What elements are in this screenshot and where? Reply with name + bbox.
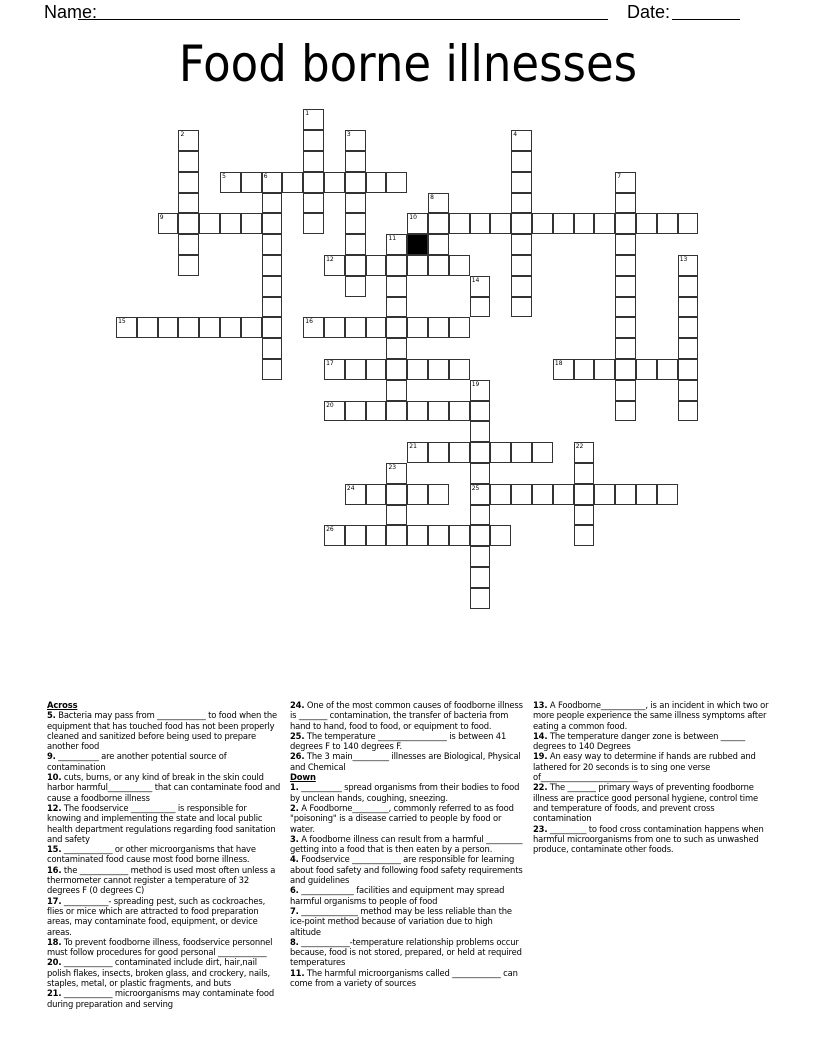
grid-cell[interactable] bbox=[532, 484, 553, 505]
grid-cell[interactable] bbox=[470, 588, 491, 609]
grid-cell[interactable] bbox=[241, 317, 262, 338]
grid-cell[interactable] bbox=[511, 484, 532, 505]
clue-number-label: 6 bbox=[263, 172, 268, 180]
grid-cell[interactable] bbox=[428, 442, 449, 463]
clue-number: 15. bbox=[47, 844, 62, 855]
across-clue bbox=[47, 988, 283, 1009]
clue-number: 20. bbox=[47, 957, 62, 968]
grid-cell[interactable] bbox=[594, 359, 615, 380]
grid-cell[interactable] bbox=[449, 401, 470, 422]
grid-cell[interactable] bbox=[366, 359, 387, 380]
grid-cell[interactable] bbox=[511, 213, 532, 234]
across-clue bbox=[47, 751, 283, 772]
clue-number: 5. bbox=[47, 710, 56, 721]
grid-cell[interactable] bbox=[241, 213, 262, 234]
grid-cell[interactable] bbox=[511, 442, 532, 463]
grid-cell[interactable] bbox=[303, 151, 324, 172]
clue-number-label: 7 bbox=[617, 172, 622, 180]
grid-cell[interactable] bbox=[470, 546, 491, 567]
clue-number-label: 11 bbox=[388, 235, 397, 243]
grid-cell[interactable] bbox=[366, 317, 387, 338]
clue-number-label: 5 bbox=[222, 172, 226, 180]
grid-cell[interactable] bbox=[470, 442, 491, 463]
grid-cell[interactable] bbox=[615, 172, 636, 193]
grid-cell[interactable] bbox=[428, 213, 449, 234]
grid-cell[interactable] bbox=[324, 172, 345, 193]
clue-number-label: 23 bbox=[388, 464, 397, 471]
grid-cell[interactable] bbox=[428, 484, 449, 505]
grid-cell[interactable] bbox=[574, 213, 595, 234]
grid-cell[interactable] bbox=[574, 359, 595, 380]
grid-cell[interactable] bbox=[511, 255, 532, 276]
grid-cell[interactable] bbox=[470, 484, 491, 505]
grid-cell[interactable] bbox=[158, 317, 179, 338]
grid-cell[interactable] bbox=[345, 151, 366, 172]
grid-cell[interactable] bbox=[345, 172, 366, 193]
clue-number: 17. bbox=[47, 895, 62, 906]
clue-number: 13. bbox=[533, 700, 548, 710]
grid-cell[interactable] bbox=[470, 525, 491, 546]
grid-cell[interactable] bbox=[366, 484, 387, 505]
clue-number: 26. bbox=[290, 751, 305, 762]
clue-number-label: 4 bbox=[513, 131, 518, 139]
grid-cell[interactable] bbox=[449, 255, 470, 276]
grid-cell[interactable] bbox=[220, 172, 241, 193]
down-clue bbox=[290, 906, 526, 937]
grid-cell[interactable] bbox=[449, 525, 470, 546]
clue-number-label: 2 bbox=[180, 131, 185, 139]
clue-number-label: 26 bbox=[326, 526, 334, 534]
grid-cell[interactable] bbox=[303, 317, 324, 338]
grid-cell[interactable] bbox=[137, 317, 158, 338]
grid-cell[interactable] bbox=[636, 359, 657, 380]
clue-text: ____________-temperature relationship problems occur because, food is not stored, prepared, or held at required temperatures bbox=[290, 936, 522, 968]
grid-cell[interactable] bbox=[678, 276, 699, 297]
grid-cell[interactable] bbox=[470, 297, 491, 318]
clue-text: __________ are another potential source of contamination bbox=[47, 751, 227, 772]
grid-cell[interactable] bbox=[594, 213, 615, 234]
clue-text: ___________- spreading pest, such as cockroaches, flies or mice which are attracted to food preparation areas, may contaminate food, equipment, or device areas. bbox=[47, 895, 266, 937]
clue-number: 4. bbox=[290, 854, 299, 865]
grid-cell[interactable] bbox=[678, 359, 699, 380]
clue-text: The foodservice ___________ is responsible for knowing and implementing the state and local public health department regulations regarding food sanitation and safety bbox=[47, 802, 276, 844]
grid-cell[interactable] bbox=[220, 213, 241, 234]
grid-cell[interactable] bbox=[324, 317, 345, 338]
clue-number: 16. bbox=[47, 864, 62, 875]
clue-text: cuts, burns, or any kind of break in the skin could harbor harmful___________ that can contaminate food and cause a foodborne illness bbox=[47, 772, 281, 803]
clue-text: A foodborne illness can result from a harmful _________ getting into a food that is then eaten by a person. bbox=[290, 833, 523, 855]
grid-cell[interactable] bbox=[428, 317, 449, 338]
clue-number-label: 25 bbox=[471, 484, 480, 492]
across-clue bbox=[47, 957, 283, 988]
grid-cell[interactable] bbox=[678, 297, 699, 318]
across-clue bbox=[47, 803, 283, 844]
grid-cell[interactable] bbox=[220, 317, 241, 338]
clues-column-3 bbox=[533, 700, 769, 854]
grid-cell[interactable] bbox=[553, 213, 574, 234]
across-clue bbox=[47, 896, 283, 937]
grid-cell[interactable] bbox=[345, 317, 366, 338]
grid-cell[interactable] bbox=[657, 359, 678, 380]
grid-cell[interactable] bbox=[511, 172, 532, 193]
grid-cell[interactable] bbox=[449, 359, 470, 380]
clue-number-label: 13 bbox=[679, 256, 688, 263]
clues-column-2 bbox=[290, 700, 526, 988]
down-clue bbox=[290, 782, 526, 803]
grid-cell[interactable] bbox=[407, 442, 428, 463]
grid-cell[interactable] bbox=[386, 172, 407, 193]
grid-cell[interactable] bbox=[386, 255, 407, 276]
grid-cell[interactable] bbox=[470, 505, 491, 526]
grid-cell[interactable] bbox=[345, 276, 366, 297]
grid-cell[interactable] bbox=[428, 401, 449, 422]
down-clue bbox=[533, 751, 769, 782]
grid-cell[interactable] bbox=[574, 463, 595, 484]
grid-cell[interactable] bbox=[470, 567, 491, 588]
grid-cell[interactable] bbox=[615, 401, 636, 422]
clue-number: 14. bbox=[533, 730, 548, 741]
grid-cell[interactable] bbox=[490, 442, 511, 463]
grid-cell[interactable] bbox=[345, 359, 366, 380]
grid-cell[interactable] bbox=[678, 401, 699, 422]
grid-cell[interactable] bbox=[324, 525, 345, 546]
clues-column-1 bbox=[47, 700, 283, 1009]
grid-cell[interactable] bbox=[366, 172, 387, 193]
grid-cell[interactable] bbox=[116, 317, 137, 338]
down-clue bbox=[290, 885, 526, 906]
clue-number-label: 16 bbox=[305, 318, 313, 326]
clue-text: One of the most common causes of foodborne illness is _______ contamination, the transfer of bacteria from hand to hand, food to food, or equipment to food. bbox=[290, 700, 523, 731]
clue-number: 6. bbox=[290, 885, 299, 896]
grid-cell[interactable] bbox=[262, 213, 283, 234]
clue-text: The harmful microorganisms called ____________ can come from a variety of sources bbox=[290, 967, 518, 989]
clue-number-label: 21 bbox=[409, 443, 417, 451]
page-title: Food borne illnesses bbox=[178, 35, 638, 93]
across-clue bbox=[290, 700, 526, 731]
clue-number-label: 24 bbox=[346, 484, 355, 492]
grid-cell[interactable] bbox=[615, 338, 636, 359]
clue-number-label: 20 bbox=[326, 401, 334, 409]
grid-cell[interactable] bbox=[262, 234, 283, 255]
clue-text: Foodservice ____________ are responsible for learning about food safety and following food safety requirements and guidelines bbox=[290, 854, 523, 886]
grid-cell[interactable] bbox=[615, 380, 636, 401]
down-clue bbox=[290, 854, 526, 885]
grid-cell[interactable] bbox=[386, 525, 407, 546]
grid-cell[interactable] bbox=[470, 401, 491, 422]
grid-cell[interactable] bbox=[615, 317, 636, 338]
clue-number: 9. bbox=[47, 751, 56, 762]
clue-text: ______________ method may be less reliable than the ice-point method because of variation due to high altitude bbox=[290, 905, 512, 937]
grid-cell[interactable] bbox=[178, 234, 199, 255]
grid-cell[interactable] bbox=[324, 401, 345, 422]
grid-cell[interactable] bbox=[262, 359, 283, 380]
grid-cell[interactable] bbox=[262, 297, 283, 318]
grid-cell[interactable] bbox=[428, 255, 449, 276]
grid-cell[interactable] bbox=[178, 255, 199, 276]
clue-number-label: 3 bbox=[346, 131, 351, 139]
grid-cell[interactable] bbox=[178, 317, 199, 338]
clue-text: An easy way to determine if hands are rubbed and lathered for 20 seconds is to sing one verse of________________________ bbox=[533, 751, 756, 783]
grid-cell[interactable] bbox=[386, 338, 407, 359]
grid-cell[interactable] bbox=[615, 484, 636, 505]
grid-cell[interactable] bbox=[345, 234, 366, 255]
grid-cell[interactable] bbox=[511, 234, 532, 255]
crossword-grid bbox=[117, 110, 721, 610]
grid-cell[interactable] bbox=[574, 484, 595, 505]
clue-number: 8. bbox=[290, 936, 299, 947]
grid-cell[interactable] bbox=[366, 255, 387, 276]
clue-text: ____________ contaminated include dirt, hair,nail polish flakes, insects, broken glass, and crockery, nails, staples, metal, or plastic fragments, and buts bbox=[47, 957, 271, 989]
grid-cell[interactable] bbox=[470, 380, 491, 401]
grid-cell[interactable] bbox=[532, 213, 553, 234]
grid-cell[interactable] bbox=[386, 380, 407, 401]
grid-cell[interactable] bbox=[178, 213, 199, 234]
down-clue bbox=[533, 782, 769, 823]
clue-number: 18. bbox=[47, 936, 62, 947]
clue-number: 12. bbox=[47, 802, 62, 813]
grid-cell[interactable] bbox=[262, 276, 283, 297]
grid-cell[interactable] bbox=[303, 109, 324, 130]
grid-cell[interactable] bbox=[303, 193, 324, 214]
grid-cell[interactable] bbox=[178, 172, 199, 193]
grid-cell[interactable] bbox=[345, 130, 366, 151]
clue-number: 19. bbox=[533, 751, 548, 762]
grid-cell[interactable] bbox=[262, 317, 283, 338]
grid-cell[interactable] bbox=[178, 130, 199, 151]
grid-cell[interactable] bbox=[345, 484, 366, 505]
grid-cell[interactable] bbox=[636, 213, 657, 234]
grid-cell[interactable] bbox=[470, 213, 491, 234]
clue-text: A Foodborne___________, is an incident in which two or more people experience the same illness symptoms after eating a common food. bbox=[533, 700, 769, 731]
clue-text: _________ to food cross contamination happens when harmful microorganisms from one to such as unwashed produce, contaminate other foods. bbox=[533, 823, 764, 855]
grid-cell[interactable] bbox=[511, 276, 532, 297]
grid-cell[interactable] bbox=[324, 255, 345, 276]
down-clue bbox=[533, 700, 769, 731]
grid-cell[interactable] bbox=[511, 193, 532, 214]
grid-cell[interactable] bbox=[678, 338, 699, 359]
grid-cell[interactable] bbox=[657, 484, 678, 505]
grid-cell[interactable] bbox=[178, 193, 199, 214]
grid-cell[interactable] bbox=[345, 401, 366, 422]
grid-cell[interactable] bbox=[386, 297, 407, 318]
grid-cell[interactable] bbox=[262, 338, 283, 359]
grid-cell[interactable] bbox=[386, 234, 407, 255]
grid-cell[interactable] bbox=[407, 317, 428, 338]
date-label: Date: bbox=[627, 2, 671, 22]
across-clue bbox=[290, 751, 526, 772]
clue-number: 21. bbox=[47, 988, 62, 999]
clue-text: The 3 main_________ illnesses are Biological, Physical and Chemical bbox=[290, 751, 521, 772]
grid-cell[interactable] bbox=[199, 317, 220, 338]
grid-cell[interactable] bbox=[490, 525, 511, 546]
grid-cell[interactable] bbox=[636, 484, 657, 505]
grid-cell[interactable] bbox=[303, 213, 324, 234]
down-clue bbox=[533, 731, 769, 752]
clue-number-label: 14 bbox=[471, 276, 480, 284]
clue-number-label: 19 bbox=[471, 380, 480, 388]
down-heading: Down bbox=[290, 772, 316, 783]
down-clue bbox=[290, 834, 526, 855]
grid-cell[interactable] bbox=[449, 442, 470, 463]
grid-cell[interactable] bbox=[241, 172, 262, 193]
name-field-line[interactable] bbox=[78, 19, 608, 20]
grid-cell[interactable] bbox=[470, 421, 491, 442]
grid-cell[interactable] bbox=[366, 525, 387, 546]
grid-cell[interactable] bbox=[428, 234, 449, 255]
across-clue bbox=[47, 710, 283, 751]
clue-number: 2. bbox=[290, 802, 299, 813]
clue-number-label: 22 bbox=[575, 443, 584, 451]
clue-text: The _______ primary ways of preventing foodborne illness are practice good personal hygiene, control time and temperature of foods, and prevent cross contamination bbox=[533, 782, 758, 824]
date-field-line[interactable] bbox=[672, 19, 740, 20]
grid-cell[interactable] bbox=[262, 255, 283, 276]
grid-cell[interactable] bbox=[470, 463, 491, 484]
grid-cell[interactable] bbox=[511, 151, 532, 172]
clue-text: The temperature _________________ is between 41 degrees F to 140 degrees F. bbox=[290, 730, 507, 752]
clue-number: 7. bbox=[290, 905, 299, 916]
grid-cell[interactable] bbox=[303, 172, 324, 193]
grid-cell[interactable] bbox=[407, 525, 428, 546]
across-heading: Across bbox=[47, 700, 78, 710]
grid-cell[interactable] bbox=[574, 505, 595, 526]
grid-cell[interactable] bbox=[511, 297, 532, 318]
grid-cell[interactable] bbox=[199, 213, 220, 234]
grid-cell[interactable] bbox=[490, 484, 511, 505]
grid-cell[interactable] bbox=[407, 401, 428, 422]
grid-cell[interactable] bbox=[428, 359, 449, 380]
grid-cell[interactable] bbox=[449, 317, 470, 338]
grid-cell[interactable] bbox=[615, 213, 636, 234]
grid-cell[interactable] bbox=[428, 525, 449, 546]
clue-number: 3. bbox=[290, 833, 299, 844]
clue-number-label: 10 bbox=[409, 214, 417, 222]
grid-cell[interactable] bbox=[615, 234, 636, 255]
grid-cell[interactable] bbox=[553, 359, 574, 380]
clue-text: _____________ facilities and equipment may spread harmful organisms to people of food bbox=[290, 885, 505, 906]
grid-cell[interactable] bbox=[178, 151, 199, 172]
clue-text: ____________ or other microorganisms that have contaminated food cause most food borne illness. bbox=[47, 844, 256, 865]
grid-cell[interactable] bbox=[386, 317, 407, 338]
grid-cell[interactable] bbox=[407, 484, 428, 505]
grid-cell[interactable] bbox=[615, 193, 636, 214]
grid-cell[interactable] bbox=[615, 297, 636, 318]
across-clue bbox=[47, 772, 283, 803]
clue-number-label: 15 bbox=[118, 318, 126, 326]
grid-cell[interactable] bbox=[428, 193, 449, 214]
clue-text: the ____________ method is used most often unless a thermometer cannot register a temperature of 32 degrees F (0 degrees C) bbox=[47, 864, 276, 896]
clue-text: __________ spread organisms from their bodies to food by unclean hands, coughing, sneezing. bbox=[290, 782, 520, 803]
clue-text: Bacteria may pass from ____________ to food when the equipment that has touched food has not been properly cleaned and sanitized before being used to prepare another food bbox=[47, 710, 277, 752]
grid-cell[interactable] bbox=[324, 359, 345, 380]
clue-number-label: 12 bbox=[326, 256, 334, 263]
down-clue bbox=[533, 824, 769, 855]
clue-text: The temperature danger zone is between ______ degrees to 140 Degrees bbox=[533, 730, 746, 752]
grid-cell[interactable] bbox=[303, 130, 324, 151]
grid-cell[interactable] bbox=[345, 525, 366, 546]
grid-cell[interactable] bbox=[574, 525, 595, 546]
grid-cell[interactable] bbox=[386, 484, 407, 505]
grid-cell[interactable] bbox=[449, 213, 470, 234]
clue-number-label: 9 bbox=[159, 214, 164, 222]
grid-cell[interactable] bbox=[366, 401, 387, 422]
grid-cell[interactable] bbox=[407, 213, 428, 234]
grid-cell[interactable] bbox=[678, 380, 699, 401]
across-clue bbox=[290, 731, 526, 752]
grid-cell[interactable] bbox=[511, 130, 532, 151]
across-clue bbox=[47, 937, 283, 958]
grid-cell[interactable] bbox=[615, 255, 636, 276]
grid-cell[interactable] bbox=[678, 317, 699, 338]
grid-cell[interactable] bbox=[678, 255, 699, 276]
grid-cell[interactable] bbox=[594, 484, 615, 505]
clue-number-label: 8 bbox=[430, 193, 434, 201]
grid-cell[interactable] bbox=[282, 172, 303, 193]
down-clue bbox=[290, 937, 526, 968]
grid-cell[interactable] bbox=[262, 172, 283, 193]
grid-cell[interactable] bbox=[553, 484, 574, 505]
clue-number: 1. bbox=[290, 782, 299, 793]
grid-cell[interactable] bbox=[386, 401, 407, 422]
clue-number-label: 17 bbox=[326, 360, 334, 367]
grid-cell[interactable] bbox=[470, 276, 491, 297]
clue-number: 11. bbox=[290, 967, 305, 978]
clue-number: 24. bbox=[290, 700, 305, 710]
grid-cell[interactable] bbox=[407, 255, 428, 276]
across-clue bbox=[47, 865, 283, 896]
clue-number-label: 1 bbox=[305, 110, 310, 118]
down-clue bbox=[290, 968, 526, 989]
grid-cell[interactable] bbox=[574, 442, 595, 463]
grid-cell[interactable] bbox=[532, 442, 553, 463]
grid-cell[interactable] bbox=[345, 255, 366, 276]
grid-cell[interactable] bbox=[407, 359, 428, 380]
clue-number: 10. bbox=[47, 772, 62, 783]
grid-cell[interactable] bbox=[615, 359, 636, 380]
grid-cell[interactable] bbox=[386, 505, 407, 526]
across-clue bbox=[47, 844, 283, 865]
grid-cell[interactable] bbox=[345, 213, 366, 234]
name-label: Name: bbox=[44, 2, 98, 22]
clue-number-label: 18 bbox=[554, 360, 563, 367]
grid-cell[interactable] bbox=[386, 359, 407, 380]
clue-text: A Foodborne_________, commonly referred to as food "poisoning" is a disease carried to people by food or water. bbox=[290, 802, 514, 834]
clue-text: ____________ microorganisms may contaminate food during preparation and serving bbox=[47, 988, 275, 1009]
grid-cell[interactable] bbox=[490, 213, 511, 234]
clue-number: 22. bbox=[533, 782, 548, 793]
clue-number: 25. bbox=[290, 730, 305, 741]
black-cell bbox=[407, 234, 428, 255]
grid-cell[interactable] bbox=[386, 276, 407, 297]
grid-cell[interactable] bbox=[678, 213, 699, 234]
clue-number: 23. bbox=[533, 823, 548, 834]
clue-text: To prevent foodborne illness, foodservice personnel must follow procedures for good personal ____________ bbox=[47, 936, 273, 958]
grid-cell[interactable] bbox=[158, 213, 179, 234]
grid-cell[interactable] bbox=[386, 463, 407, 484]
grid-cell[interactable] bbox=[345, 193, 366, 214]
grid-cell[interactable] bbox=[615, 276, 636, 297]
grid-cell[interactable] bbox=[262, 193, 283, 214]
down-clue bbox=[290, 803, 526, 834]
grid-cell[interactable] bbox=[657, 213, 678, 234]
